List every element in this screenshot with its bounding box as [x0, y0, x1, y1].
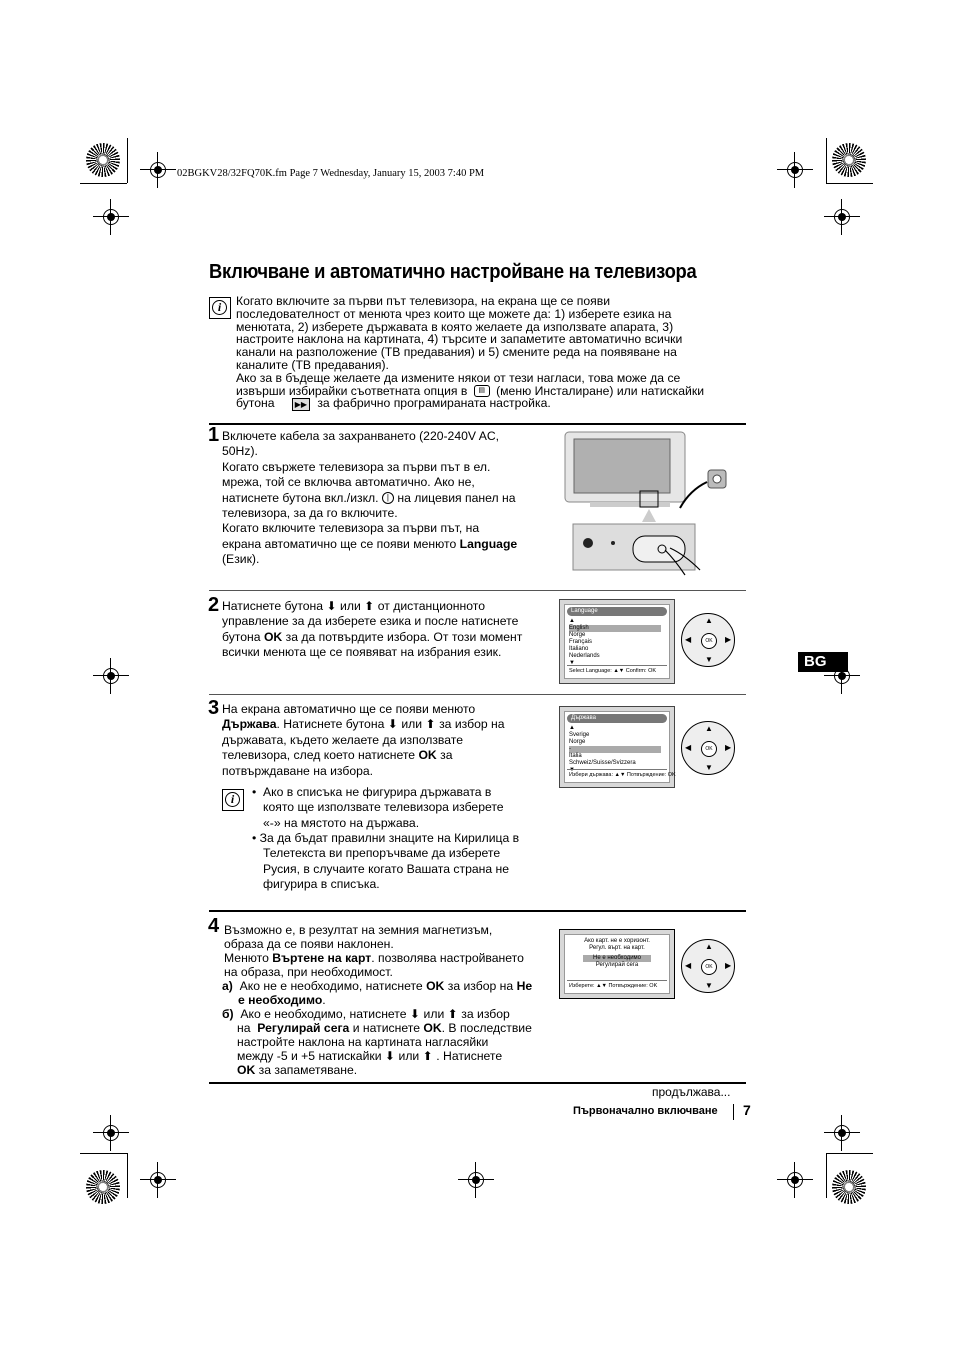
crop-mark — [127, 1153, 128, 1198]
step-number-3: 3 — [208, 697, 220, 719]
section-divider — [209, 590, 746, 591]
crop-mark — [80, 183, 127, 184]
remote-control-dpad: ▲ ▼ ◀ ▶ OK — [681, 613, 735, 667]
country-menu-screen — [559, 706, 675, 788]
menu-footer: Избери държава: ▲▼ Потвърждение: OK — [567, 769, 667, 780]
remote-control-dpad: ▲ ▼ ◀ ▶ OK — [681, 721, 735, 775]
up-arrow-icon: ⬆ — [364, 599, 375, 613]
step-number-2: 2 — [208, 594, 220, 616]
tv-power-illustration — [560, 430, 730, 580]
step3-text: На екрана автоматично ще се появи менюто Държава. Натиснете бутона ⬇ или ⬆ за избор на държавата, където желаете да използвате телевизора, след което натиснете OK за потвърждаване на избора. — [222, 702, 505, 778]
step3-note-1: • Ако в списъка не фигурира държавата в която ще използвате телевизора изберете «-» на мястото на държава. — [252, 785, 504, 830]
down-arrow-icon: ⬇ — [384, 1049, 396, 1063]
down-arrow-icon: ⬇ — [387, 717, 398, 732]
step4-text: Възможно е, в резултат на земния магнетизъм, образа да се появи наклонен. Менюто Въртене на карт. позволява настройването на образа, при необходимост. — [224, 923, 524, 979]
step1-text: Включете кабела за захранването (220-240V AC, 50Hz). Когато свържете телевизора за първи път в ел. мрежа, той се включва автоматично. Ако не, натиснете бутона вкл./изкл. | на лицевия панел на телевизора, за да го включите. Когато включите телевизора за първи път, на екрана автоматично ще се появи менюто Language (Език). — [222, 429, 518, 567]
language-menu-screen — [559, 599, 675, 684]
intro-paragraph: Когато включите за първи път телевизора, на екрана ще се появи последователност от менюта чрез които ще можете да: 1) изберете езика на менютата, 2) изберете държавата в която желаете да използвате апарата, 3) настроите наклона на картината, 4) търсите и запаметите автоматично всички канали на разположение (ТВ предавания) и 5) смените реда на появяване на каналите (ТВ предавания). Ако за в бъдеще желаете да измените някои от тези нагласи, това може да се извърши избирайки съответната опция в ▤ (меню Инсталиране) или натискайки бутона ▶▶ за фабрично програмираната настройка. — [236, 294, 704, 411]
menu-footer: Select Language: ▲▼ Confirm: OK — [567, 665, 667, 676]
crosshair-mark — [101, 666, 121, 686]
crosshair-mark — [101, 1123, 121, 1143]
section-divider — [209, 910, 746, 912]
crop-mark — [826, 138, 827, 183]
install-menu-icon: ▤ — [474, 385, 490, 397]
step-number-1: 1 — [208, 424, 220, 446]
tilt-menu-screen: Ако карт. не е хоризонт. Регул. върт. на карт. Не е необходимо Регулирай сега Изберете: ▲▼ Потвърждение: OK — [559, 929, 675, 999]
up-arrow-icon: ⬆ — [447, 1007, 458, 1021]
crosshair-mark — [466, 1170, 486, 1190]
registration-starburst-top-right — [832, 143, 866, 177]
menu-footer: Изберете: ▲▼ Потвърждение: OK — [567, 980, 667, 991]
footer-separator — [733, 1104, 734, 1120]
crosshair-mark — [148, 1170, 168, 1190]
step3-note-2: • За да бъдат правилни знаците на Кирилица в Телетекста ви препоръчваме да изберете Русия, в случаите когато Вашата страна не фигурира в списъка. — [252, 831, 520, 892]
fast-forward-button-icon: ▶▶ — [292, 398, 310, 411]
section-divider — [209, 423, 746, 425]
info-icon: i — [222, 789, 244, 811]
footer-section-title: Първоначално включване — [573, 1105, 718, 1117]
crosshair-mark — [832, 207, 852, 227]
page-number: 7 — [743, 1102, 751, 1118]
file-header-line: 02BGKV28/32FQ70K.fm Page 7 Wednesday, January 15, 2003 7:40 PM — [177, 168, 485, 179]
remote-control-dpad: ▲ ▼ ◀ ▶ OK — [681, 939, 735, 993]
crop-mark — [826, 1153, 873, 1154]
continues-label: продължава... — [652, 1085, 731, 1099]
info-icon: i — [209, 297, 231, 319]
step-number-4: 4 — [208, 915, 220, 937]
menu-list: ▲ Sverige Norge - Italia Schweiz/Suisse/Svizzera ▼ — [569, 725, 661, 774]
up-arrow-icon: ⬆ — [425, 717, 436, 732]
menu-title: Language — [567, 607, 667, 616]
menu-title: Държава — [567, 714, 667, 723]
menu-list: ▲ English Norge Français Italiano Nederlands ▼ — [569, 618, 661, 667]
page-title: Включване и автоматично настройване на телевизора — [209, 261, 697, 283]
language-tab: BG — [798, 652, 848, 672]
step2-text: Натиснете бутона ⬇ или ⬆ от дистанционното управление за да изберете езика и после натиснете бутона OK за да потвърдите избора. От този момент всички менюта ще се появяват на избрания език. — [222, 599, 523, 660]
crosshair-mark — [148, 160, 168, 180]
up-arrow-icon: ⬆ — [422, 1049, 433, 1063]
power-icon: | — [382, 492, 394, 504]
registration-starburst-bottom-left — [86, 1170, 120, 1204]
crop-mark — [826, 183, 873, 184]
registration-starburst-bottom-right — [832, 1170, 866, 1204]
crosshair-mark — [785, 160, 805, 180]
step4-option-b: б) Ако е необходимо, натиснете ⬇ или ⬆ за избор на Регулирай сега и натиснете OK. В последствие настройте наклона на картината нагласяйки между -5 и +5 натискайки ⬇ или ⬆ . Натиснете OK за запаметяване. — [222, 1007, 532, 1077]
crosshair-mark — [832, 1123, 852, 1143]
crosshair-mark — [101, 207, 121, 227]
section-divider — [209, 1082, 746, 1084]
step4-option-a: а) Ако не е необходимо, натиснете OK за избор на Не е необходимо. — [222, 979, 533, 1007]
crop-mark — [80, 1153, 127, 1154]
down-arrow-icon: ⬇ — [409, 1007, 421, 1021]
section-divider — [209, 694, 746, 695]
crosshair-mark — [785, 1170, 805, 1190]
crop-mark — [127, 138, 128, 183]
registration-starburst-top-left — [86, 143, 120, 177]
crop-mark — [826, 1153, 827, 1198]
down-arrow-icon: ⬇ — [326, 599, 337, 613]
